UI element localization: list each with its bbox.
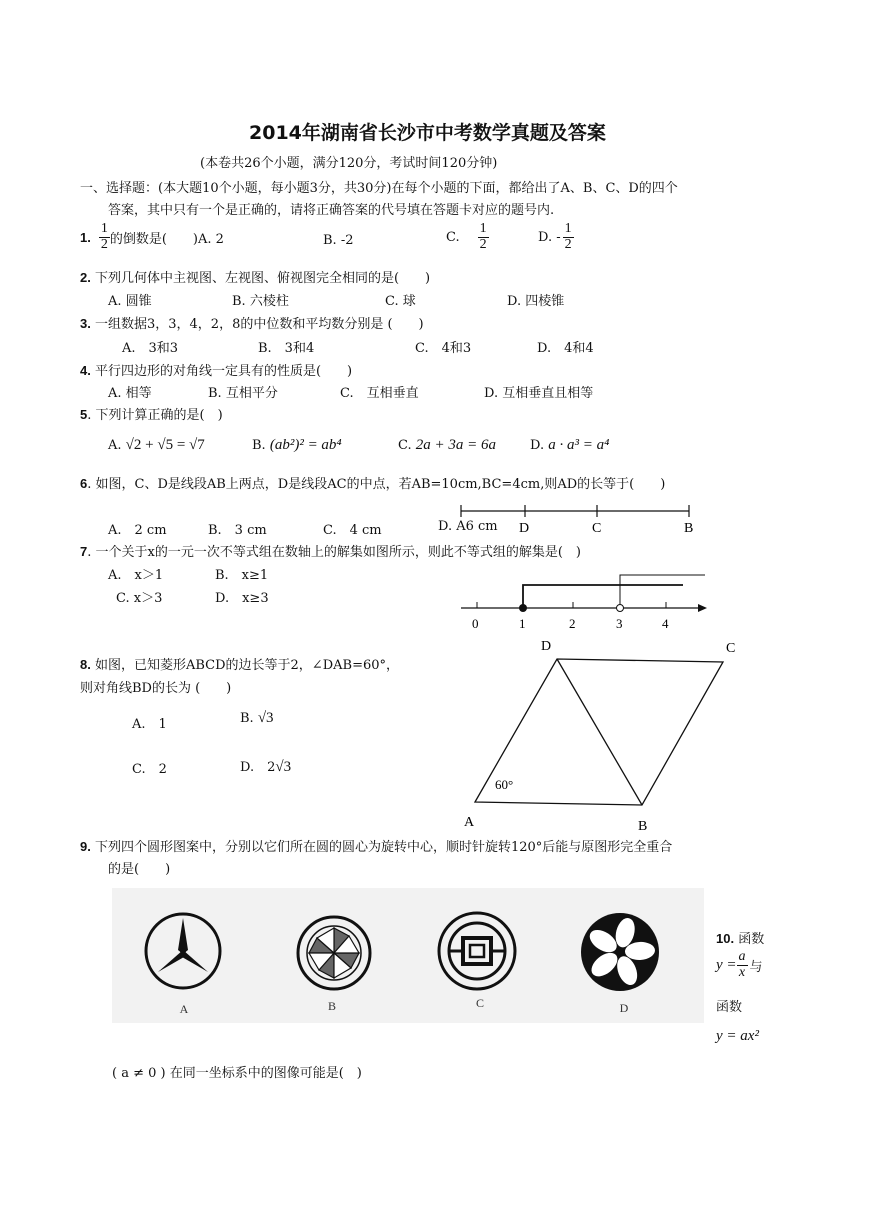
option-c: C. 球	[385, 294, 416, 309]
question-2: 2. 下列几何体中主视图、左视图、俯视图完全相同的是( )	[80, 270, 431, 286]
option-b: B. x≥1	[215, 568, 269, 583]
number-line-diagram	[455, 568, 720, 636]
question-7: 7. 一个关于x的一元一次不等式组在数轴上的解集如图所示，则此不等式组的解集是( )	[80, 544, 581, 560]
question-4: 4. 平行四边形的对角线一定具有的性质是( )	[80, 363, 353, 379]
option-b: B. 3 cm	[208, 523, 267, 538]
point-label-c: C	[592, 521, 602, 536]
option-a: A. 相等	[108, 386, 152, 401]
question-8: 8. 如图，已知菱形ABCD的边长等于2，∠DAB=60°，	[80, 657, 399, 673]
section-heading-line2: 答案，其中只有一个是正确的，请将正确答案的代号填在答题卡对应的题号内.	[108, 203, 555, 218]
question-8-line2: 则对角线BD的长为 ( )	[80, 681, 232, 696]
pattern-figures	[112, 888, 704, 1023]
vertex-label-b: B	[638, 819, 648, 834]
question-9-line2: 的是( )	[108, 862, 171, 877]
option-b: B. 互相平分	[208, 386, 278, 401]
question-9: 9. 下列四个圆形图案中，分别以它们所在圆的圆心为旋转中心，顺时针旋转120°后能与原图形完全重合	[80, 839, 673, 855]
point-label-d: D	[519, 521, 530, 536]
question-number: 1.	[80, 229, 91, 245]
question-1	[80, 222, 224, 252]
option-d: D. 互相垂直且相等	[484, 386, 594, 401]
function-expression-2: y = ax²	[716, 1028, 759, 1044]
page-title: 2014年湖南省长沙市中考数学真题及答案	[249, 122, 606, 144]
section-heading-line1: 一、选择题：(本大题10个小题，每小题3分，共30分)在每个小题的下面，都给出了A、B、C、D的四个	[80, 181, 678, 196]
option-d: D. A6 cm	[438, 519, 498, 534]
point-label-b: B	[684, 521, 694, 536]
option-b: B. √3	[240, 710, 274, 726]
option-b: B. -2	[323, 233, 354, 248]
question-stem: . 如图，C、D是线段AB上两点，D是线段AC的中点，若AB=10cm,BC=4cm,则AD的长等于( )	[87, 477, 666, 492]
exam-subtitle: (本卷共26个小题，满分120分，考试时间120分钟)	[200, 156, 498, 171]
option-a: A. √2 + √5 = √7	[108, 437, 205, 453]
option-c: C. $\frac{1}{2}$	[446, 221, 487, 252]
question-5: 5. 下列计算正确的是( )	[80, 407, 223, 423]
tick-label-3: 3	[616, 616, 623, 631]
option-a: A. 2 cm	[108, 523, 167, 538]
fraction: $\frac{1}{2}$	[100, 221, 108, 252]
option-d: D. 2√3	[240, 759, 292, 775]
option-c: C. 2a + 3a = 6a	[398, 437, 497, 453]
question-stem: 如图，已知菱形ABCD的边长等于2，∠DAB=60°，	[94, 658, 399, 673]
option-d: D. a · a³ = a⁴	[530, 437, 610, 453]
option-a: A. 3和3	[122, 341, 179, 356]
question-stem: . 一个关于x的一元一次不等式组在数轴上的解集如图所示，则此不等式组的解集是( )	[87, 545, 581, 560]
option-a: A. 1	[132, 717, 167, 732]
figure-label-a: A	[179, 1002, 189, 1016]
figure-b-pinwheel-icon	[298, 917, 370, 989]
option-d: D. 四棱锥	[507, 294, 565, 309]
option-a: A. 圆锥	[108, 294, 152, 309]
vertex-label-d: D	[541, 639, 552, 654]
option-b: B. (ab²)² = ab⁴	[252, 437, 342, 453]
vertex-label-a: A	[464, 815, 475, 830]
figure-a-three-prong-icon	[146, 914, 220, 988]
question-stem: 下列几何体中主视图、左视图、俯视图完全相同的是( )	[94, 271, 431, 286]
vertex-label-c: C	[726, 641, 736, 656]
figure-label-c: C	[475, 996, 485, 1010]
option-c: C. 互相垂直	[340, 386, 419, 401]
tick-label-4: 4	[662, 616, 669, 631]
question-3: 3. 一组数据3，3，4，2，8的中位数和平均数分别是 ( )	[80, 316, 424, 332]
question-10-condition: ( a ≠ 0 ) 在同一坐标系中的图像可能是( )	[112, 1066, 362, 1081]
figure-label-d: D	[619, 1001, 629, 1015]
figure-d-flower-icon	[581, 913, 659, 991]
option-c: C. x＞3	[116, 591, 163, 606]
question-stem: 的倒数是( )A. 2	[109, 231, 224, 247]
option-b: B. 3和4	[258, 341, 315, 356]
option-c: C. 4 cm	[323, 523, 382, 538]
angle-label: 60°	[495, 777, 514, 792]
option-d: D. 4和4	[537, 341, 594, 356]
tick-label-0: 0	[472, 616, 479, 631]
question-stem: 一组数据3，3，4，2，8的中位数和平均数分别是 ( )	[94, 317, 424, 332]
question-stem: . 下列计算正确的是( )	[87, 408, 223, 423]
figure-label-b: B	[327, 999, 337, 1013]
tick-label-1: 1	[519, 616, 526, 631]
option-c: C. 4和3	[415, 341, 472, 356]
option-c: C. 2	[132, 762, 167, 777]
question-stem: 平行四边形的对角线一定具有的性质是( )	[94, 364, 353, 379]
question-stem: 下列四个圆形图案中，分别以它们所在圆的圆心为旋转中心，顺时针旋转120°后能与原图形完全重合	[94, 840, 673, 855]
figure-c-coin-icon	[439, 913, 515, 989]
function-expression-1: y = $\frac{a}{x}$ 与	[716, 949, 763, 980]
rhombus-diagram	[455, 632, 745, 837]
question-10: 10. 函数	[716, 931, 765, 947]
option-d: D. x≥3	[215, 591, 269, 606]
option-b: B. 六棱柱	[232, 294, 289, 309]
tick-label-2: 2	[569, 616, 576, 631]
question-6: 6. 如图，C、D是线段AB上两点，D是线段AC的中点，若AB=10cm,BC=4cm,则AD的长等于( )	[80, 476, 666, 492]
function-label: 函数	[716, 1000, 743, 1015]
option-a: A. x＞1	[108, 568, 164, 583]
option-d: D. - $\frac{1}{2}$	[538, 221, 572, 252]
